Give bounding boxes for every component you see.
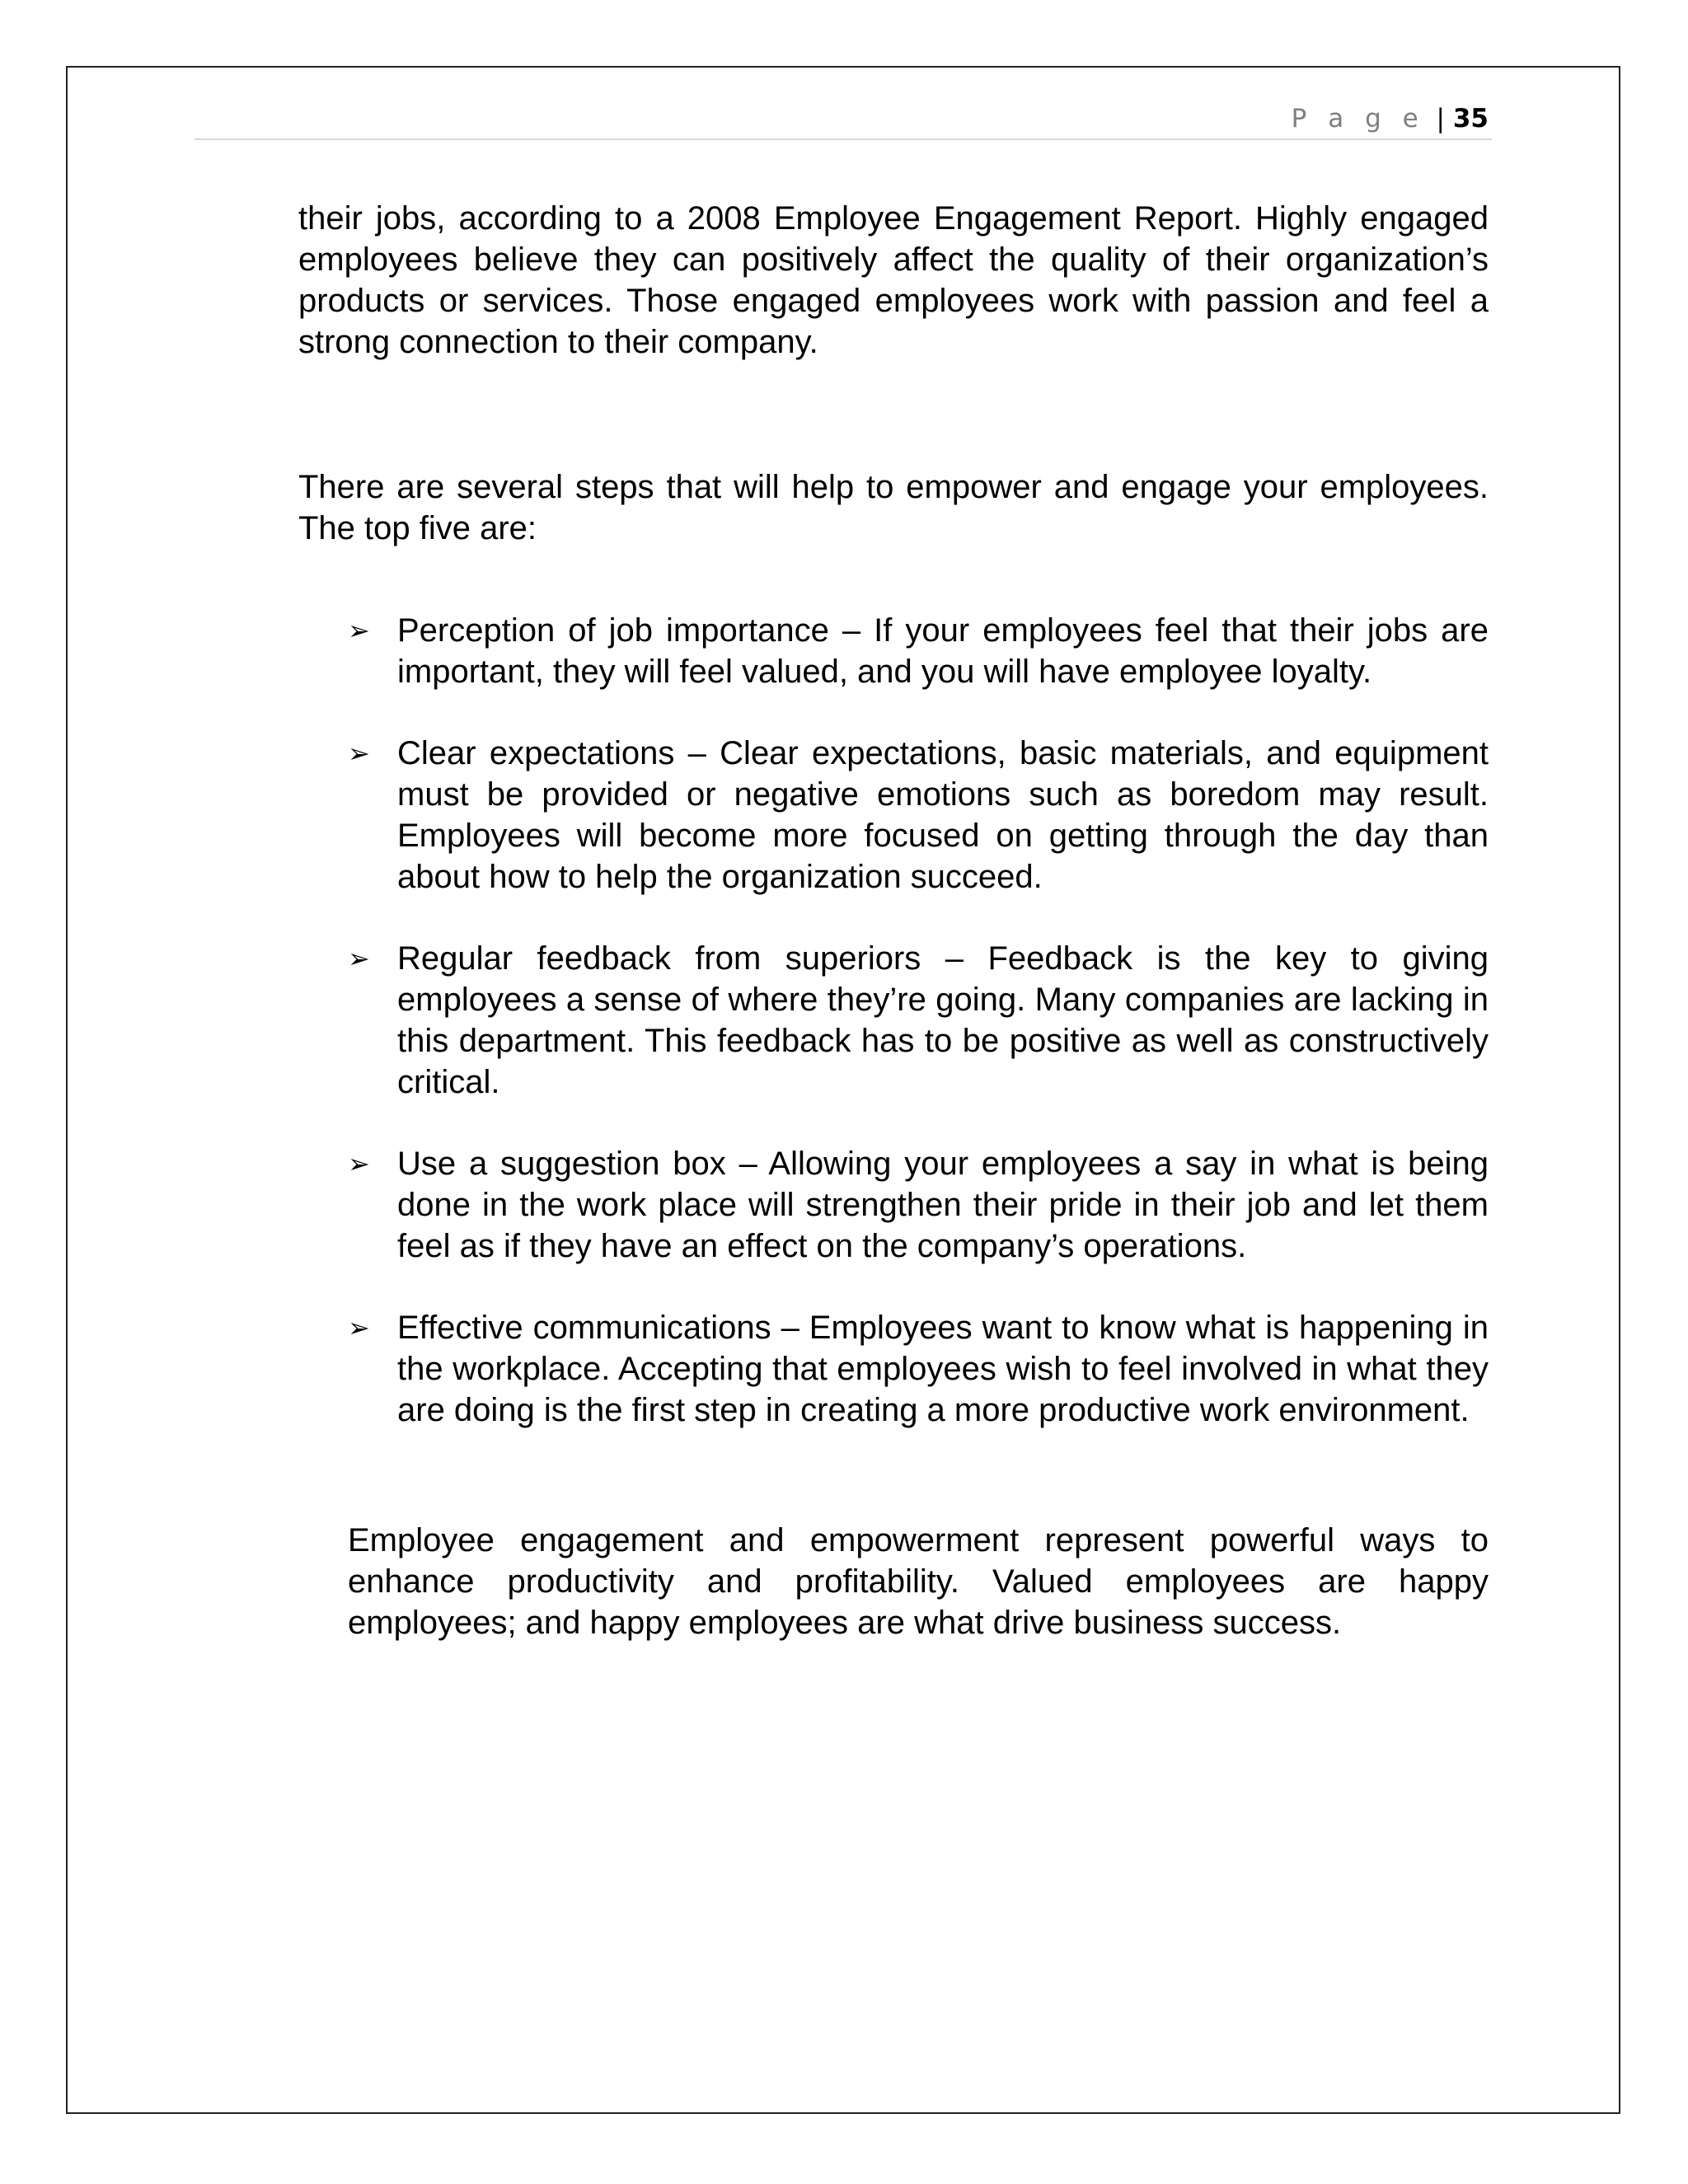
arrowhead-bullet-icon: ➢ [348, 943, 370, 974]
arrowhead-bullet-icon: ➢ [348, 615, 370, 646]
page-separator: | [1436, 104, 1445, 134]
intro-paragraph: their jobs, according to a 2008 Employee Engagement Report. Highly engaged employees believe they can positively affect the quality of their organization’s products or services. Those engaged employees work with passion and feel a strong connection to their company. [298, 200, 1489, 360]
list-item [348, 938, 1489, 1103]
arrowhead-bullet-icon: ➢ [348, 1148, 370, 1179]
list-item [348, 1143, 1489, 1267]
list-item-text: Clear expectations – Clear expectations, basic materials, and equipment must be provided or negative emotions such as boredom may result. Employees will become more focused on getting through the day than about how to help the organization succeed. [397, 735, 1489, 895]
arrowhead-bullet-icon: ➢ [348, 1312, 370, 1343]
page-number: 35 [1452, 104, 1489, 134]
list-item-text: Regular feedback from superiors – Feedback is the key to giving employees a sense of where they’re going. Many companies are lacking in this department. This feedback has to be positive as well as constructively critical. [397, 940, 1489, 1100]
page-header [195, 97, 1492, 140]
steps-list [348, 610, 1489, 1471]
arrowhead-bullet-icon: ➢ [348, 738, 370, 769]
list-item-text: Effective communications – Employees want to know what is happening in the workplace. Accepting that employees wish to feel involved in what they are doing is the first step in creating a more productive work environment. [397, 1310, 1489, 1428]
list-item [348, 610, 1489, 692]
conclusion-paragraph: Employee engagement and empowerment represent powerful ways to enhance productivity and profitability. Valued employees are happy employees; and happy employees are what drive business success. [348, 1522, 1489, 1641]
list-item-text: Perception of job importance – If your employees feel that their jobs are important, they will feel valued, and you will have employee loyalty. [397, 612, 1489, 690]
list-item-text: Use a suggestion box – Allowing your employees a say in what is being done in the work place will strengthen their pride in their job and let them feel as if they have an effect on the company’s operations. [397, 1146, 1489, 1264]
list-item [348, 733, 1489, 898]
steps-intro-paragraph: There are several steps that will help to empower and engage your employees. The top five are: [298, 469, 1489, 546]
page-label: P a g e [1291, 104, 1425, 134]
list-item [348, 1307, 1489, 1431]
